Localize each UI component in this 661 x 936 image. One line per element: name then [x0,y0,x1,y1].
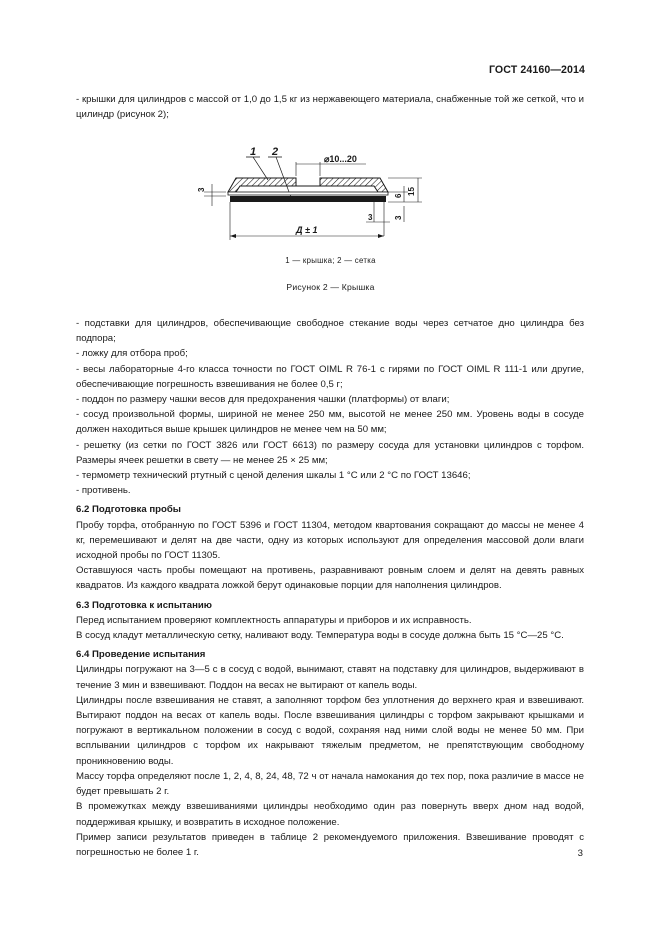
page-number: 3 [577,848,583,859]
list-item: - сосуд произвольной формы, шириной не менее 250 мм, высотой не менее 250 мм. Уровень воды в сосуде должен находиться выше крышек цилиндров не менее чем на 50 мм; [76,409,584,436]
list-item: - термометр технический ртутный с ценой деления шкалы 1 °С или 2 °С по ГОСТ 13646; [76,470,471,482]
section-paragraph: В промежутках между взвешиваниями цилиндры необходимо один раз повернуть вверх дном над водой, поддерживая крышку, и возвратить в исходное положение. [76,801,584,828]
dim-3-right: 3 [394,215,403,220]
section-paragraph: Перед испытанием проверяют комплектность аппаратуры и приборов и их исправность. [76,614,472,626]
dim-D: Д ± 1 [296,225,318,235]
main-text [76,316,584,860]
section-paragraph: Массу торфа определяют после 1, 2, 4, 8, 24, 48, 72 ч от начала намокания до тех пор, пока различие в массе не будет превышать 2 г. [76,770,584,798]
list-item: - решетку (из сетки по ГОСТ 3826 или ГОСТ 6613) по размеру сосуда для установки цилиндров с торфом. Размеры ячеек решетки в свету — не менее 25 × 25 мм; [76,439,584,466]
list-item: - ложку для отбора проб; [76,348,188,360]
figure-legend: 1 — крышка; 2 — сетка [285,256,376,265]
label-2: 2 [272,146,279,158]
lid-drawing [190,140,450,250]
label-1: 1 [250,146,257,158]
section-paragraph: Цилиндры после взвешивания не ставят, а заполняют торфом без уплотнения до верхнего края и взвешивают. Вытирают поддон на весах от капель воды. После взвешивания цилиндры с торфом закрывают крышками и погружают в вертикальном положении в сосуд с водой, сохраняя над ними слой воды не менее 50 мм. При всплывании цилиндров с торфом их накрывают тяжелым предметом, не препятствующим свободному проникновению воды. [76,694,584,767]
section-paragraph: Оставшуюся часть пробы помещают на противень, разравнивают ровным слоем и делят на девять равных квадратов. Из каждого квадрата ложкой берут одинаковые порции для наполнения цилиндров. [76,565,584,592]
list-item: - поддон по размеру чашки весов для предохранения чашки (платформы) от влаги; [76,394,450,406]
dim-6: 6 [394,193,403,198]
section-paragraph: Цилиндры погружают на 3—5 с в сосуд с водой, вынимают, ставят на подставку для цилиндров, выдерживают в течение 3 мин и взвешивают. Поддон на весах не вытирают от капель воды. [76,664,584,691]
intro-line: - крышки для цилиндров с массой от 1,0 до 1,5 кг из нержавеющего материала, снабженные той же сеткой, что и цилиндр (рисунок 2); [76,94,584,121]
section-title: 6.3 Подготовка к испытанию [76,599,212,611]
figure-caption: Рисунок 2 — Крышка [286,282,375,292]
dim-3-left: 3 [197,187,206,192]
section-title: 6.4 Проведение испытания [76,649,206,661]
list-item: - весы лабораторные 4-го класса точности по ГОСТ OIML R 76-1 с гирями по ГОСТ OIML R 111-1 или другие, обеспечивающие погрешность взвешивания не более 0,5 г; [76,363,584,390]
section-paragraph: В сосуд кладут металлическую сетку, наливают воду. Температура воды в сосуде должна быть 15 °С—25 °С. [76,630,564,642]
section-paragraph: Пробу торфа, отобранную по ГОСТ 5396 и ГОСТ 11304, методом квартования сокращают до массы не менее 4 кг, перемешивают и делят на две части, одну из которых используют для определения массовой доли влаги исходной пробы по ГОСТ 11305. [76,519,584,562]
dim-diameter: ⌀10...20 [324,154,357,164]
dim-3-bottom: 3 [368,213,373,222]
list-item: - противень. [76,485,131,497]
document-code-header: ГОСТ 24160—2014 [488,64,585,76]
intro-text [76,92,584,122]
section-title: 6.2 Подготовка пробы [76,504,181,516]
dim-15: 15 [407,187,416,196]
section-paragraph: Пример записи результатов приведен в таблице 2 рекомендуемого приложения. Взвешивание проводят с погрешностью не более 1 г. [76,831,584,858]
list-item: - подставки для цилиндров, обеспечивающие свободное стекание воды через сетчатое дно цилиндра без подпора; [76,318,584,345]
